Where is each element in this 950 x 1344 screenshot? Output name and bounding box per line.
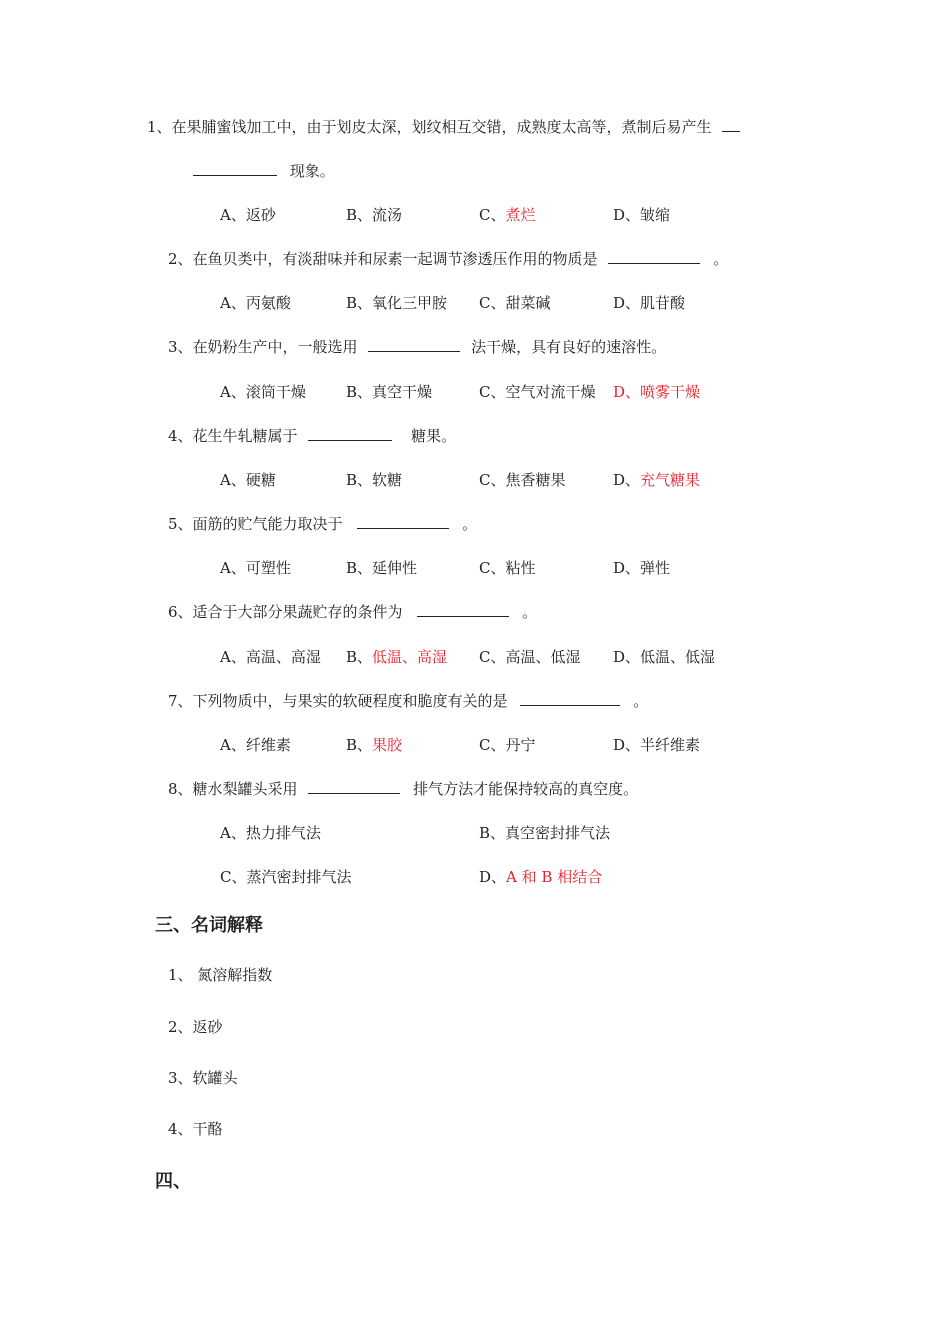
option-b: B、氧化三甲胺 [346, 294, 448, 312]
term-item: 3、软罐头 [168, 1069, 238, 1087]
option-b: B、真空密封排气法 [479, 824, 611, 842]
highlighted-answer: A 和 B 相结合 [506, 868, 603, 886]
option-b: B、流汤 [346, 206, 403, 224]
question-1-stem-cont [193, 160, 335, 181]
highlighted-answer: 果胶 [372, 736, 403, 754]
option-b: B、低温、高湿 [346, 648, 448, 666]
option-d: D、低温、低湿 [613, 648, 716, 666]
question-8-stem: 8、糖水梨罐头采用 排气方法才能保持较高的真空度。 [168, 780, 639, 798]
answer-blank [417, 602, 509, 617]
answer-blank [368, 337, 460, 352]
option-a: A、丙氨酸 [220, 294, 291, 312]
option-d: D、皱缩 [613, 206, 671, 224]
option-d: D、充气糖果 [613, 471, 701, 489]
answer-blank [357, 514, 449, 529]
option-d-highlighted: D、喷雾干燥 [613, 383, 701, 401]
option-d: D、弹性 [613, 559, 671, 577]
question-number: 1、 [147, 118, 172, 136]
question-text: 现象。 [289, 162, 335, 180]
answer-blank [520, 691, 620, 706]
question-4-stem: 4、花生牛轧糖属于 糖果。 [168, 427, 457, 445]
option-a: A、滚筒干燥 [220, 383, 306, 401]
highlighted-answer: 煮烂 [505, 206, 536, 224]
option-a: A、返砂 [220, 206, 276, 224]
term-item: 1、 氮溶解指数 [168, 966, 273, 984]
option-a: A、纤维素 [220, 736, 291, 754]
question-7-stem: 7、下列物质中，与果实的软硬程度和脆度有关的是 。 [168, 692, 649, 710]
option-d: D、A 和 B 相结合 [479, 868, 603, 886]
highlighted-answer: 充气糖果 [640, 471, 701, 489]
section-heading: 三、名词解释 [155, 915, 263, 936]
option-a: A、可塑性 [220, 559, 291, 577]
option-b: B、真空干燥 [346, 383, 433, 401]
option-a: A、高温、高湿 [220, 648, 321, 666]
question-1-stem [147, 116, 740, 137]
option-b: B、延伸性 [346, 559, 418, 577]
option-b: B、软糖 [346, 471, 403, 489]
highlighted-answer: 低温、高湿 [372, 648, 448, 666]
option-a: A、硬糖 [220, 471, 276, 489]
option-a: A、热力排气法 [220, 824, 321, 842]
option-d: D、肌苷酸 [613, 294, 686, 312]
option-c: C、丹宁 [479, 736, 536, 754]
section-heading: 四、 [155, 1171, 191, 1192]
answer-blank [193, 161, 277, 176]
option-c: C、蒸汽密封排气法 [220, 868, 352, 886]
option-c: C、高温、低湿 [479, 648, 581, 666]
term-item: 4、干酪 [168, 1120, 223, 1138]
option-d: D、半纤维素 [613, 736, 701, 754]
question-3-stem: 3、在奶粉生产中，一般选用 法干燥，具有良好的速溶性。 [168, 338, 667, 356]
question-6-stem: 6、适合于大部分果蔬贮存的条件为 。 [168, 603, 538, 621]
answer-blank [608, 249, 700, 264]
term-item: 2、返砂 [168, 1018, 223, 1036]
option-c: C、煮烂 [479, 206, 536, 224]
option-c: C、粘性 [479, 559, 536, 577]
question-5-stem: 5、面筋的贮气能力取决于 。 [168, 515, 478, 533]
option-b: B、果胶 [346, 736, 403, 754]
answer-blank [308, 426, 392, 441]
answer-blank [722, 117, 740, 132]
option-c: C、甜菜碱 [479, 294, 551, 312]
question-text: 在果脯蜜饯加工中，由于划皮太深，划纹相互交错，成熟度太高等，煮制后易产生 [171, 118, 712, 136]
option-c: C、焦香糖果 [479, 471, 566, 489]
question-2-stem: 2、在鱼贝类中，有淡甜味并和尿素一起调节渗透压作用的物质是 。 [168, 250, 729, 268]
option-c: C、空气对流干燥 [479, 383, 596, 401]
answer-blank [308, 779, 400, 794]
